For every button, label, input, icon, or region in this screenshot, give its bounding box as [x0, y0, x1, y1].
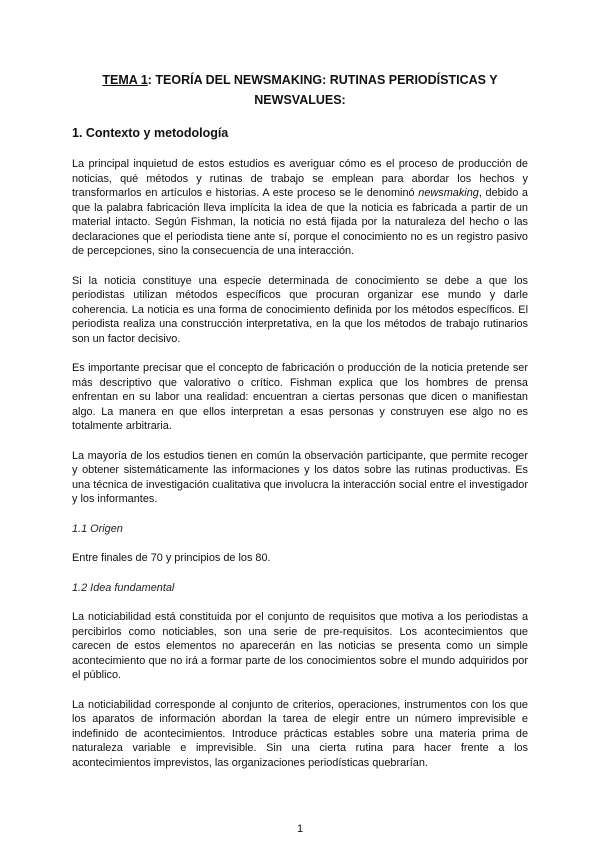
document-body — [72, 70, 528, 770]
paragraph: Si la noticia constituye una especie determinada de conocimiento se debe a que los periodistas utilizan métodos específicos que procuran organizar ese mundo y darle coherencia. La noticia es una forma de conocimiento definida por los métodos específicos. El periodista realiza una construcción interpretativa, en la que los métodos de trabajo rutinarios son un factor decisivo. — [72, 274, 528, 345]
page-number: 1 — [296, 823, 304, 835]
paragraph: La mayoría de los estudios tienen en común la observación participante, que permite recoger y obtener sistemáticamente las informaciones y los datos sobre las rutinas productivas. Es una técnica de investigación cualitativa que involucra la interacción social entre el investigador y los informantes. — [72, 449, 528, 505]
emphasis-term: newsmaking — [418, 187, 479, 199]
paragraph: Es importante precisar que el concepto de fabricación o producción de la noticia pretende ser más descriptivo que valorativo o crítico. Fishman explica que los hombres de prensa enfrentan en su labor una realidad: encuentran a ciertas personas que dicen o manifiestan algo. La manera en que ellos interpretan a esas personas y construyen ese algo no es totalmente arbitraria. — [72, 362, 528, 432]
subsection-heading-idea: 1.2 Idea fundamental — [72, 581, 175, 594]
paragraph: La noticiabilidad corresponde al conjunto de criterios, operaciones, instrumentos con los que los aparatos de información abordan la tarea de elegir entre un número imprevisible e indefinido de acontecimientos. Introduce prácticas estables sobre una materia prima de naturaleza variable e imprevisible. Sin una cierta rutina para hacer frente a los acontecimientos imprevistos, las organizaciones periodísticas quebrarían. — [72, 698, 528, 769]
paragraph: La noticiabilidad está constituida por el conjunto de requisitos que motiva a los periodistas a percibirlos como noticiables, son una serie de pre-requisitos. Los acontecimientos que carecen de estos elementos no aparecerán en las noticias se presenta como un simple acontecimiento que no irá a formar parte de los conocimientos sobre el mundo adquiridos por el público. — [72, 611, 528, 681]
subsection-heading-origen: 1.1 Origen — [72, 522, 123, 535]
section-heading: 1. Contexto y metodología — [72, 126, 229, 140]
title-topic-label: TEMA 1 — [102, 73, 148, 87]
paragraph — [72, 157, 528, 259]
title-text: : TEORÍA DEL NEWSMAKING: RUTINAS PERIODÍSTICAS Y NEWSVALUES: — [147, 73, 498, 107]
paragraph-text: , debido a que la palabra fabricación lleva implícita la idea de que la noticia es fabricada a partir de un material intacto. Según Fishman, la noticia no está fijada por la naturaleza del hecho o las declaraciones que el periodista tiene ante sí, porque el conocimiento no es un registro pasivo de percepciones, sino la consecuencia de una interacción. — [72, 187, 528, 257]
paragraph-text: La principal inquietud de estos estudios es averiguar cómo es el proceso de producción de noticias, qué métodos y rutinas de trabajo se emplean para abordar los hechos y transformarlos en artículos e historias. A este proceso se le denominó — [72, 158, 528, 199]
document-title — [72, 70, 528, 110]
paragraph: Entre finales de 70 y principios de los 80. — [72, 552, 271, 564]
